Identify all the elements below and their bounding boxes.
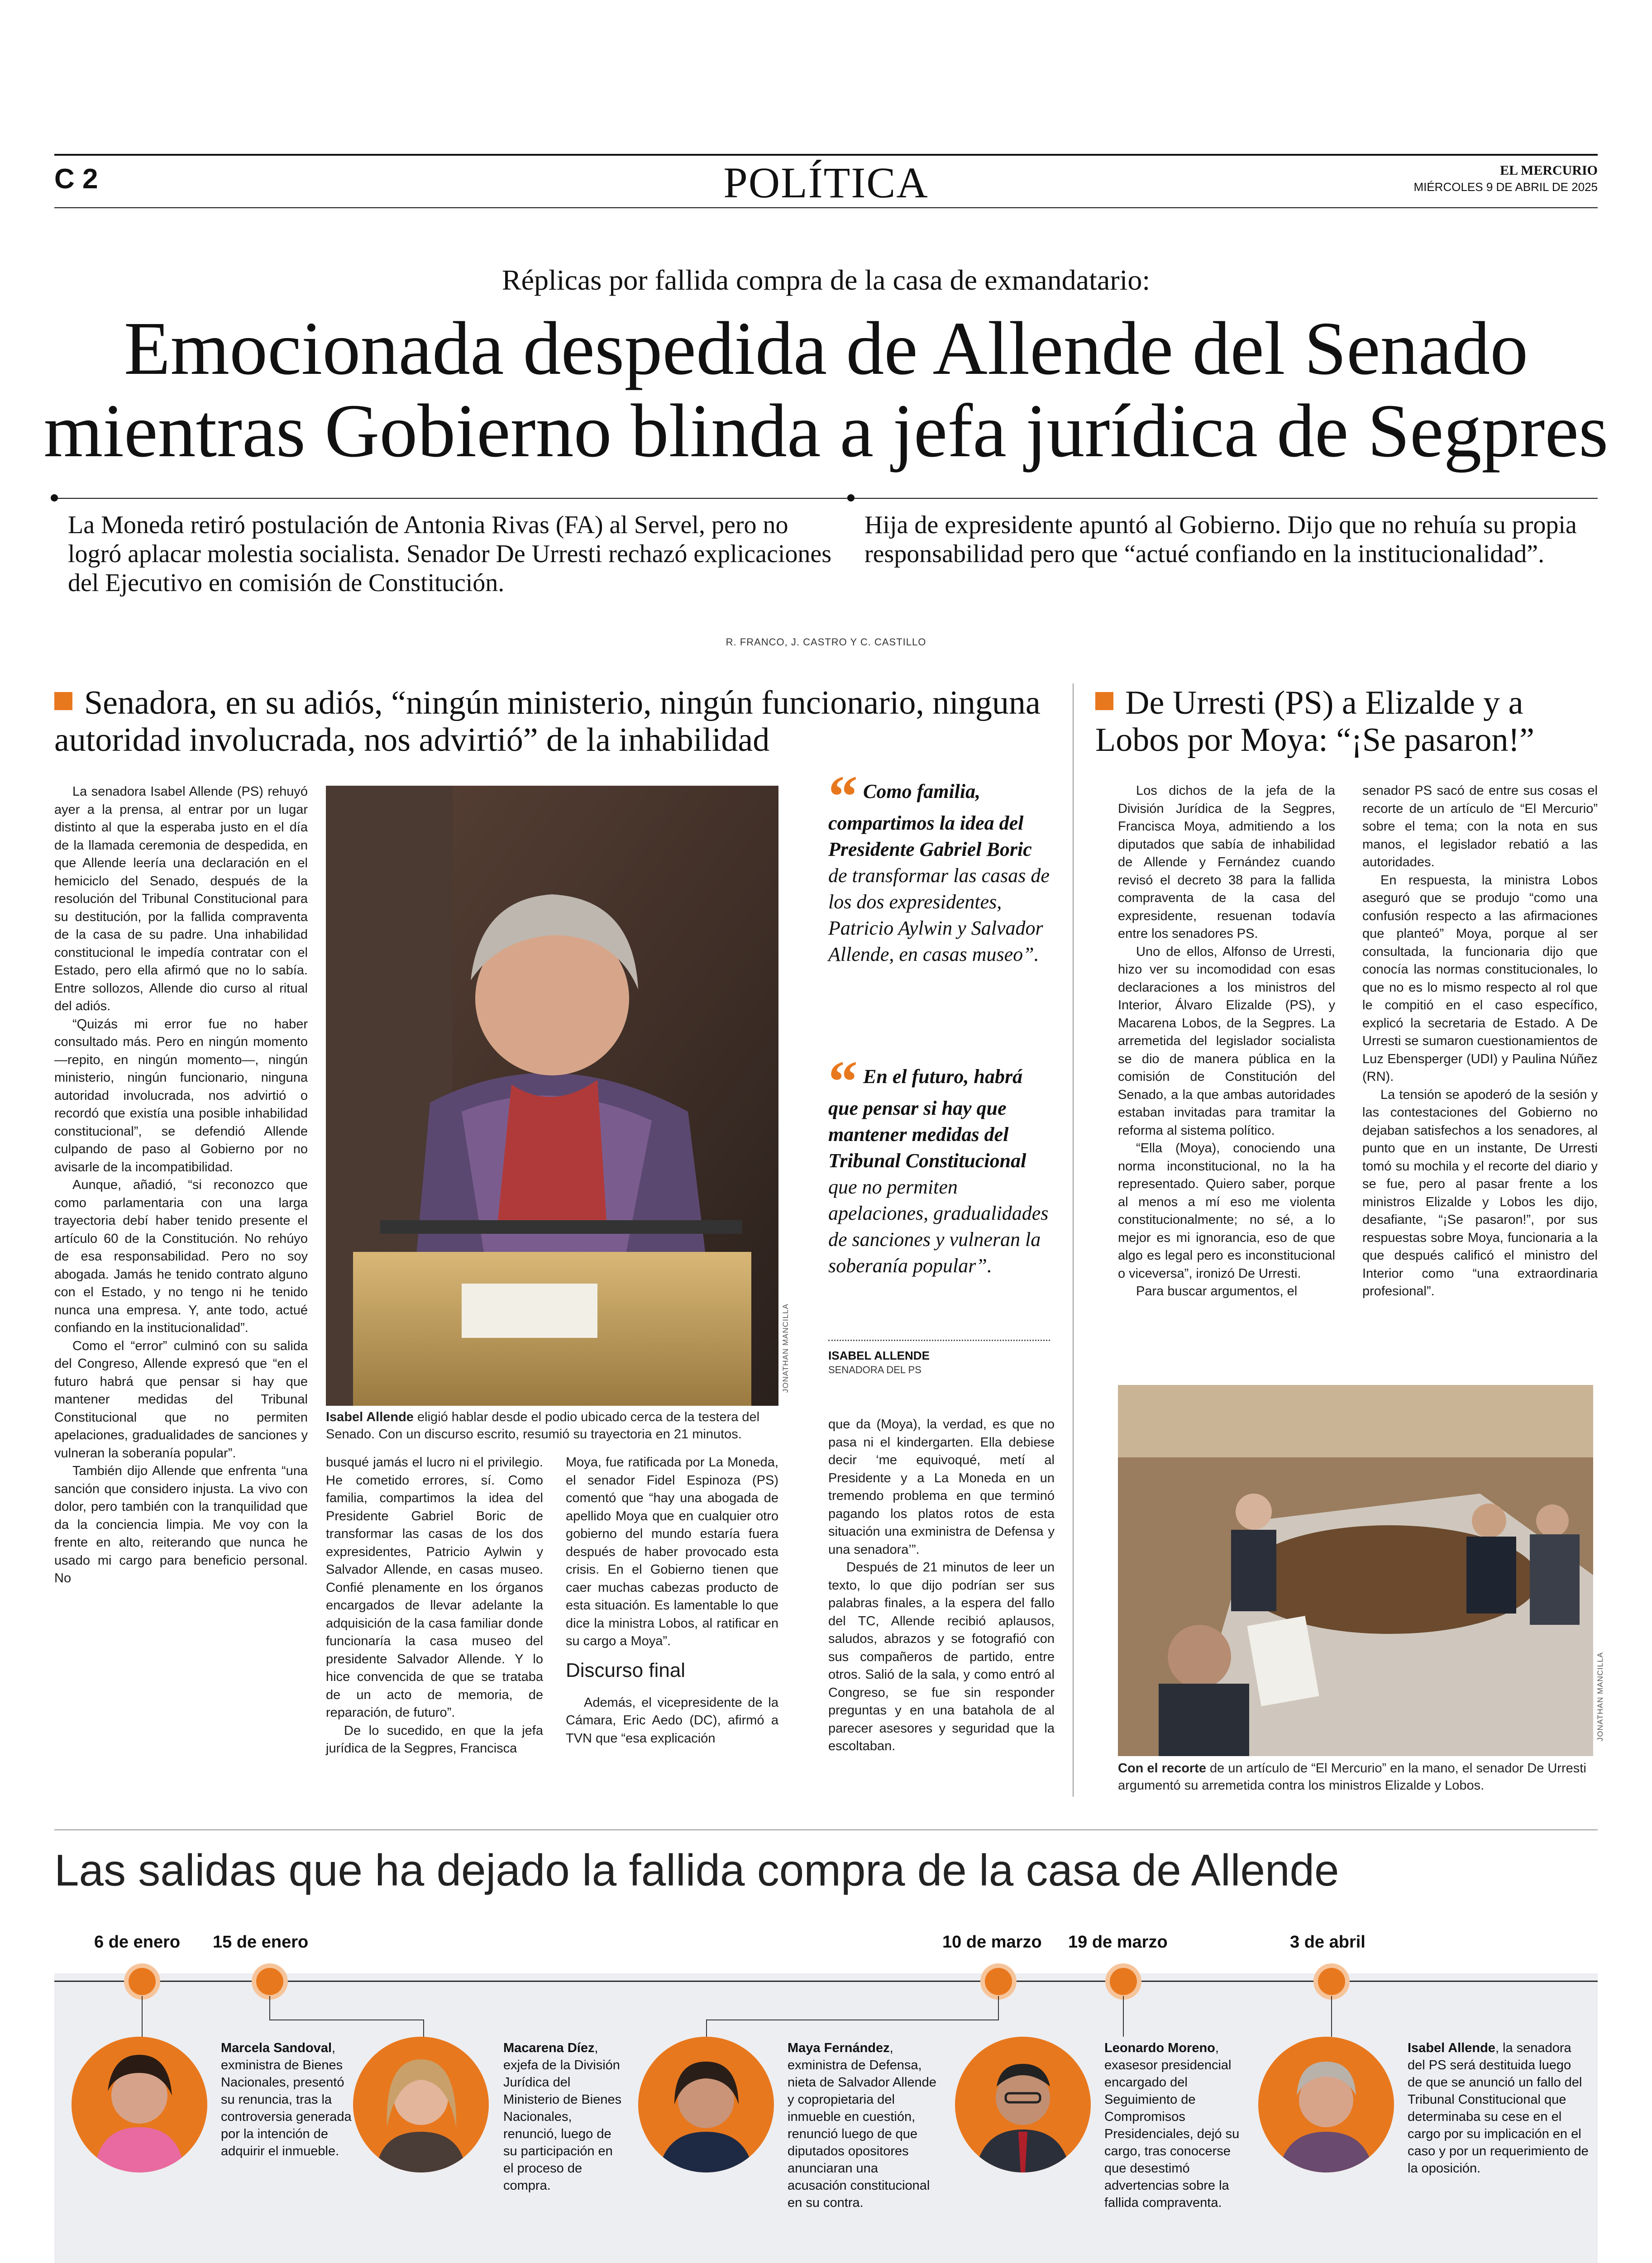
timeline-person-name: Marcela Sandoval xyxy=(221,2041,332,2055)
caption-text: eligió hablar desde el podio ubicado cerca de la testera del Senado. Con un discurso escrito, resumió su trayectoria en 21 minutos. xyxy=(326,1410,760,1442)
timeline-date: 19 de marzo xyxy=(1068,1933,1168,1952)
paragraph: “Ella (Moya), conociendo una norma inconstitucional, no la ha representado. Quiero saber, porque al menos a mí eso me violenta constitucionalmente; no sé, a lo mejor es mi ignorancia, eso de que algo es legal pero es inconstitucional o viceversa”, ironizó De Urresti. xyxy=(1118,1141,1335,1281)
subhead-discurso-final: Discurso final xyxy=(566,1659,686,1681)
allende-col4 xyxy=(828,1416,1055,1756)
page-code: C 2 xyxy=(54,163,98,195)
allende-quote-2 xyxy=(828,1049,1055,1279)
timeline-person-name: Leonardo Moreno xyxy=(1104,2041,1215,2055)
urresti-photo-credit: JONATHAN MANCILLA xyxy=(1596,1652,1604,1742)
main-title-line2: mientras Gobierno blinda a jefa jurídica de Segpres xyxy=(43,389,1609,473)
urresti-headline-text: De Urresti (PS) a Elizalde y a Lobos por Moya: “¡Se pasaron!” xyxy=(1095,684,1534,759)
caption-text: de un artículo de “El Mercurio” en la mano, el senador De Urresti argumentó su arremetida contra los ministros Elizalde y Lobos. xyxy=(1118,1761,1586,1793)
quote-bold: Como familia, compartimos la idea del Presidente Gabriel Boric xyxy=(828,780,1032,860)
avatar-marcela-sandoval xyxy=(72,2037,207,2172)
urresti-col2 xyxy=(1362,782,1598,1301)
paragraph: Además, el vicepresidente de la Cámara, Eric Aedo (DC), afirmó a TVN que “esa explicación xyxy=(566,1695,778,1746)
timeline-person-name: Macarena Díez xyxy=(503,2041,595,2055)
timeline-line xyxy=(54,1981,1598,1982)
urresti-photo-image xyxy=(1118,1385,1593,1756)
timeline-person-desc: , exjefa de la División Jurídica del Ministerio de Bienes Nacionales, renunció, luego de su participación en el proceso de compra. xyxy=(503,2041,622,2193)
timeline-text-macarena xyxy=(503,2039,625,2194)
avatar-leonardo-moreno xyxy=(955,2037,1091,2172)
deck-right: Hija de expresidente apuntó al Gobierno. Dijo que no rehuía su propia responsabilidad pero que “actué confiando en la institucionalidad”. xyxy=(864,511,1577,568)
urresti-headline xyxy=(1095,684,1598,759)
quote-bold: En el futuro, habrá que pensar si hay que mantener medidas del Tribunal Constitucional xyxy=(828,1065,1027,1172)
timeline-person-name: Maya Fernández xyxy=(788,2041,890,2055)
paragraph: La senadora Isabel Allende (PS) rehuyó ayer a la prensa, al entrar por un lugar distinto al que la esperaba justo en el día de la llamada ceremonia de despedida, en que Allende leería una declaración en el hemiciclo del Senado, después de la resolución del Tribunal Constitucional para su destitución, por la fallida compraventa de la casa de su padre. Una inhabilidad constitucional le impedía contratar con el Estado, pero ella afirmó que no lo sabía. Entre sollozos, Allende dio curso al ritual del adiós. xyxy=(54,784,308,1013)
timeline-dot xyxy=(129,1968,156,1995)
deck-left-dot xyxy=(51,494,58,501)
allende-photo xyxy=(326,786,778,1406)
section-title: POLÍTICA xyxy=(723,158,929,207)
paragraph: En respuesta, la ministra Lobos aseguró que se produjo “como una confusión respecto a las afirmaciones que planteó” Moya, porque al ser consultada, la funcionaria dijo que conocía las normas constitucionales, lo que no es lo mismo respecto al rol que le compitió en el caso específico, explicó la secretaria de Estado. A De Urresti se sumaron cuestionamientos de Luz Ebensperger (UDI) y Paulina Núñez (RN). xyxy=(1362,873,1598,1084)
paragraph: Después de 21 minutos de leer un texto, lo que dijo podrían ser sus palabras finales, a la espera del fallo del TC, Allende recibió aplausos, saludos, abrazos y se fotografió con sus compañeros de partido, entre otros. Salió de la sala, y como entró al Congreso, se fue sin responder preguntas y en una batahola de al parecer asesores y seguridad que la escoltaban. xyxy=(828,1560,1055,1753)
quote-attribution-name: ISABEL ALLENDE xyxy=(828,1349,930,1362)
kicker: Réplicas por fallida compra de la casa de exmandatario: xyxy=(501,264,1151,296)
timeline-person-desc: , exministra de Bienes Nacionales, presentó su renuncia, tras la controversia generada por la intención de adquirir el inmueble. xyxy=(221,2041,352,2158)
paragraph: Uno de ellos, Alfonso de Urresti, hizo ver su incomodidad con esas declaraciones a los ministros del Interior, Álvaro Elizalde (PS), y Macarena Lobos, de la Segpres. La arremetida del legislador socialista se dio de manera pública en la comisión de Constitución del Senado, a la que ambas autoridades estaban invitadas para tramitar la reforma al sistema político. xyxy=(1118,944,1335,1138)
timeline-connector xyxy=(269,1996,270,2020)
newspaper-name: EL MERCURIO xyxy=(1500,163,1598,178)
paragraph: Para buscar argumentos, el xyxy=(1136,1284,1298,1299)
paragraph: “Quizás mi error fue no haber consultado más. Pero en ningún momento —repito, en ningún momento—, ningún ministerio, ningún funcionario, ninguna autoridad involucrada, nos advirtió o recordó que existía una posible inhabilidad constitucional”, se defendió Allende culpando de paso al Gobierno por no avisarle de la incompatibilidad. xyxy=(54,1017,308,1174)
section-square-icon xyxy=(54,692,72,710)
timeline-title: Las salidas que ha dejado la fallida compra de la casa de Allende xyxy=(54,1845,1339,1895)
allende-col3 xyxy=(566,1454,778,1747)
timeline-top-rule xyxy=(54,1829,1598,1830)
timeline-person-desc: , exministra de Defensa, nieta de Salvador Allende y copropietaria del inmueble en cuestión, renunció luego de que diputados opositores anunciaran una acusación constitucional en su contra. xyxy=(788,2041,936,2210)
quote-mark-icon: “ xyxy=(828,1049,858,1114)
header-bottom-rule xyxy=(54,207,1598,208)
byline: R. FRANCO, J. CASTRO Y C. CASTILLO xyxy=(726,636,926,648)
allende-quote-1 xyxy=(828,764,1055,968)
urresti-photo-caption xyxy=(1118,1760,1598,1794)
timeline-dot xyxy=(1318,1968,1345,1995)
timeline-text-maya xyxy=(788,2039,937,2211)
urresti-photo xyxy=(1118,1385,1593,1756)
quote-separator xyxy=(828,1340,1050,1341)
avatar-maya-fernandez xyxy=(638,2037,774,2172)
timeline-date: 15 de enero xyxy=(213,1933,309,1952)
quote-attribution-role: SENADORA DEL PS xyxy=(828,1364,921,1375)
deck-right-marker xyxy=(851,498,1598,499)
paragraph: Como el “error” culminó con su salida del Congreso, Allende expresó que “en el futuro habrá que pensar si hay que mantener medidas del Tribunal Constitucional que no permiten apelaciones, gradualidades de sanciones y vulneran la soberanía popular”. xyxy=(54,1338,308,1461)
timeline-connector xyxy=(998,1996,999,2020)
allende-photo-caption xyxy=(326,1408,778,1443)
paragraph: busqué jamás el lucro ni el privilegio. He cometido errores, sí. Como familia, compartimos la idea del Presidente Gabriel Boric de transformar las casas de los dos expresidentes, Patricio Aylwin y Salvador Allende, en casas museo. Confié plenamente en los órganos encargados de llevar adelante la adquisición de la casa familiar donde funcionaría la casa museo del presidente Salvador Allende. Y lo hice convencida de que se trataba de un acto de memoria, de reparación, de futuro”. xyxy=(326,1455,543,1720)
paragraph: Moya, fue ratificada por La Moneda, el senador Fidel Espinoza (PS) comentó que “hay una abogada de apellido Moya que en cualquier otro gobierno del mundo estaría fuera después de haber provocado esta crisis. En el Gobierno tienen que caer muchas cabezas producto de esta situación. Es lamentable lo que dice la ministra Lobos, al ratificar en su cargo a Moya”. xyxy=(566,1455,778,1648)
allende-col1 xyxy=(54,783,308,1588)
timeline-connector xyxy=(1331,1996,1332,2037)
timeline-person-name: Isabel Allende xyxy=(1408,2041,1495,2055)
paragraph: senador PS sacó de entre sus cosas el recorte de un artículo de “El Mercurio” sobre el tema; con la nota en sus manos, el legislador rebatió a las autoridades. xyxy=(1362,783,1598,869)
timeline-connector xyxy=(1123,1996,1124,2037)
timeline-connector xyxy=(423,2020,424,2038)
deck-left-marker xyxy=(54,498,851,499)
timeline-text-isabel xyxy=(1408,2039,1589,2177)
timeline-person-desc: , la senadora del PS será destituida luego de que se anunció un fallo del Tribunal Constitucional que determinaba su cese en el cargo por su implicación en el caso y por un requerimiento de la oposición. xyxy=(1408,2041,1589,2176)
paragraph: También dijo Allende que enfrenta “una sanción que considero injusta. La vivo con dolor, pero también con la tranquilidad que da la conciencia limpia. Me voy con la frente en alto, reiterando que nunca he usado mi cargo para beneficio personal. No xyxy=(54,1464,308,1585)
caption-bold: Isabel Allende xyxy=(326,1410,414,1424)
allende-col2 xyxy=(326,1454,543,1758)
avatar-isabel-allende xyxy=(1258,2037,1394,2172)
paragraph: Aunque, añadió, “si reconozco que como parlamentaria con una larga trayectoria debí haber tenido presente el artículo 60 de la Constitución. No rehúyo de esa responsabilidad. Pero no soy abogada. Jamás he tenido contrato alguno con el Estado, y no tengo ni he tenido nunca una empresa. Y, ante todo, actué confiando en la institucionalidad”. xyxy=(54,1178,308,1335)
deck-left: La Moneda retiró postulación de Antonia Rivas (FA) al Servel, pero no logró aplacar molestia socialista. Senador De Urresti rechazó explicaciones del Ejecutivo en comisión de Constitución. xyxy=(68,511,832,597)
paragraph: Los dichos de la jefa de la División Jurídica de la Segpres, Francisca Moya, admitiendo a los diputados que sabía de inhabilidad de Allende y Fernández cuando revisó el decreto 38 para la fallida compraventa de la casa del expresidente, resuenan todavía entre los senadores PS. xyxy=(1118,783,1335,941)
quote-text: de transformar las casas de los dos expresidentes, Patricio Aylwin y Salvador Allende, en casas museo”. xyxy=(828,864,1050,965)
main-title-line1: Emocionada despedida de Allende del Senado xyxy=(124,306,1528,391)
allende-photo-image xyxy=(326,786,778,1406)
timeline-connector xyxy=(706,2020,707,2038)
timeline-date: 10 de marzo xyxy=(942,1933,1042,1952)
top-rule xyxy=(54,154,1598,156)
quote-text: que no permiten apelaciones, gradualidades de sanciones y vulneran la soberanía popular”. xyxy=(828,1176,1049,1277)
timeline-date: 3 de abril xyxy=(1290,1933,1366,1952)
section-square-icon xyxy=(1095,692,1113,710)
allende-headline xyxy=(54,684,1050,759)
timeline-text-leonardo xyxy=(1104,2039,1254,2211)
timeline-dot xyxy=(985,1968,1012,1995)
timeline-text-marcela xyxy=(221,2039,352,2160)
paragraph: que da (Moya), la verdad, es que no pasa ni el kindergarten. Ella debiese decir ‘me equivoqué, metí al Presidente y a La Moneda en un tremendo problema en que terminó pagando los platos rotos de esta situación una exministra de Defensa y una senadora’”. xyxy=(828,1417,1055,1557)
timeline-dot xyxy=(256,1968,283,1995)
quote-mark-icon: “ xyxy=(828,764,858,829)
allende-photo-credit: JONATHAN MANCILLA xyxy=(781,1303,790,1393)
timeline-date: 6 de enero xyxy=(94,1933,181,1952)
deck-right-dot xyxy=(847,494,855,501)
paragraph: La tensión se apoderó de la sesión y las contestaciones del Gobierno no dejaban satisfechos a los senadores, al punto que en un instante, De Urresti tomó su mochila y el recorte del diario y se fue, pero al pasar frente a los ministros Elizalde y Lobos les dijo, desafiante, “¡Se pasaron!”, por sus respuestas sobre Moya, funcionaria a la que después calificó el ministro del Interior como “una extraordinaria profesional”. xyxy=(1362,1087,1598,1299)
issue-date: MIÉRCOLES 9 DE ABRIL DE 2025 xyxy=(1413,180,1598,194)
timeline-connector xyxy=(142,1996,143,2037)
urresti-col1 xyxy=(1118,782,1335,1301)
paragraph: De lo sucedido, en que la jefa jurídica de la Segpres, Francisca xyxy=(326,1723,543,1756)
timeline-person-desc: , exasesor presidencial encargado del Seguimiento de Compromisos Presidenciales, dejó su cargo, tras conocerse que desestimó advertencias sobre la fallida compraventa. xyxy=(1104,2041,1240,2210)
allende-headline-text: Senadora, en su adiós, “ningún ministerio, ningún funcionario, ninguna autoridad involucrada, nos advirtió” de la inhabilidad xyxy=(54,684,1041,759)
avatar-macarena-diez xyxy=(353,2037,489,2172)
column-divider xyxy=(1073,683,1074,1797)
caption-bold: Con el recorte xyxy=(1118,1761,1206,1776)
timeline-dot xyxy=(1110,1968,1137,1995)
